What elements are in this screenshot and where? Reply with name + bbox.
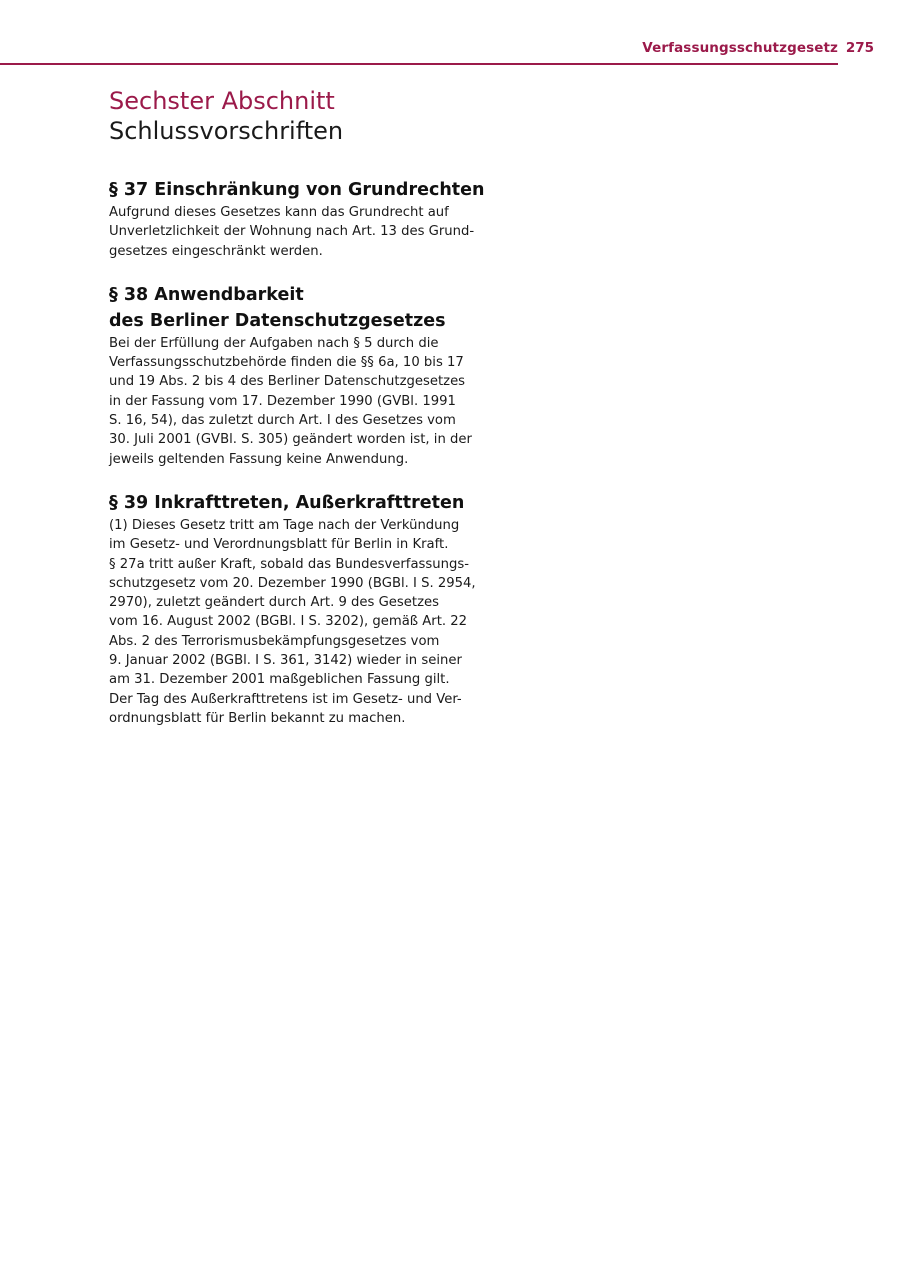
section-kicker: Sechster Abschnitt [109, 87, 335, 115]
body-line: und 19 Abs. 2 bis 4 des Berliner Datenschutzgesetzes [109, 374, 466, 390]
running-header-title: Verfassungsschutzgesetz [642, 40, 838, 56]
body-line: Abs. 2 des Terrorismusbekämpfungsgesetzes vom [109, 633, 440, 649]
body-line: vom 16. August 2002 (BGBl. I S. 3202), gemäß Art. 22 [109, 614, 468, 630]
body-line: S. 16, 54), das zuletzt durch Art. I des Gesetzes vom [109, 413, 456, 429]
body-line: 9. Januar 2002 (BGBl. I S. 361, 3142) wieder in seiner [109, 653, 462, 669]
paragraph-heading: § 37 Einschränkung von Grundrechten [109, 180, 485, 200]
section-title: Schlussvorschriften [109, 117, 344, 145]
paragraph-heading: § 38 Anwendbarkeit [109, 284, 304, 305]
main-content [109, 86, 485, 728]
body-line: am 31. Dezember 2001 maßgeblichen Fassung gilt. [109, 672, 450, 688]
body-line: im Gesetz- und Verordnungsblatt für Berlin in Kraft. [109, 537, 449, 553]
body-line: schutzgesetz vom 20. Dezember 1990 (BGBl. I S. 2954, [109, 575, 476, 591]
paragraph-38 [109, 282, 472, 469]
body-line: gesetzes eingeschränkt werden. [109, 243, 323, 259]
paragraph-39 [109, 490, 476, 728]
body-line: Unverletzlichkeit der Wohnung nach Art. 13 des Grund- [109, 224, 475, 240]
paragraph-37 [109, 177, 485, 261]
header-rule [0, 63, 838, 65]
body-line: 30. Juli 2001 (GVBl. S. 305) geändert worden ist, in der [109, 432, 472, 448]
paragraph-heading: des Berliner Datenschutzgesetzes [109, 310, 446, 331]
body-line: ordnungsblatt für Berlin bekannt zu machen. [109, 710, 406, 726]
body-line: Bei der Erfüllung der Aufgaben nach § 5 durch die [109, 335, 439, 351]
body-line: Der Tag des Außerkrafttretens ist im Gesetz- und Ver- [109, 691, 462, 707]
body-line: Aufgrund dieses Gesetzes kann das Grundrecht auf [109, 205, 449, 220]
paragraph-heading: § 39 Inkrafttreten, Außerkrafttreten [109, 492, 465, 513]
running-header [0, 40, 900, 64]
body-line: (1) Dieses Gesetz tritt am Tage nach der Verkündung [109, 517, 460, 533]
body-line: 2970), zuletzt geändert durch Art. 9 des Gesetzes [109, 595, 439, 611]
page-number: 275 [845, 40, 874, 56]
body-line: in der Fassung vom 17. Dezember 1990 (GVBl. 1991 [109, 393, 456, 409]
body-line: jeweils geltenden Fassung keine Anwendung. [109, 451, 409, 467]
body-line: Verfassungsschutzbehörde finden die §§ 6a, 10 bis 17 [109, 355, 464, 371]
body-line: § 27a tritt außer Kraft, sobald das Bundesverfassungs- [109, 556, 469, 572]
